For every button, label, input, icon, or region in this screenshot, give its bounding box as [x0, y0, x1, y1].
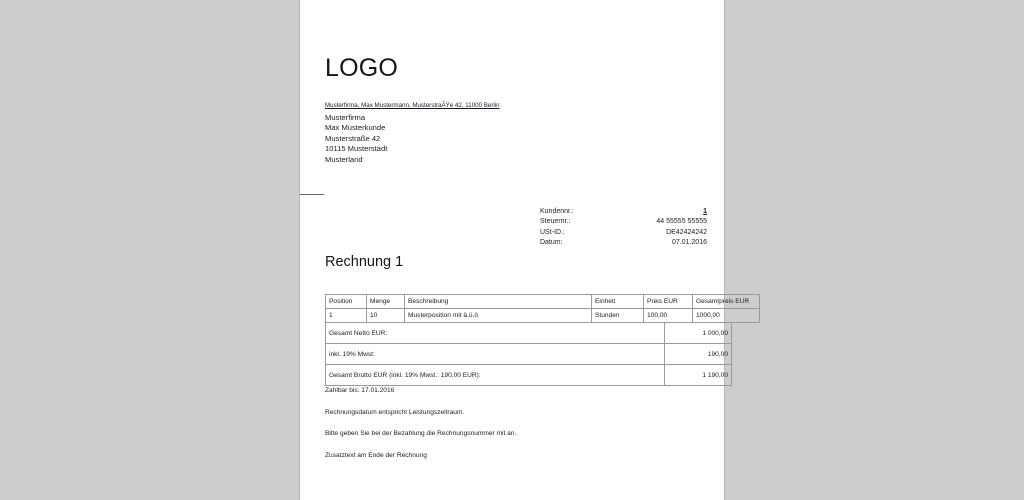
column-header-preis: Preis EUR: [644, 295, 693, 309]
meta-row-steuernr: [540, 217, 707, 227]
column-header-gesamtpreis: Gesamtpreis EUR: [693, 295, 760, 309]
meta-value: 1: [703, 208, 707, 215]
column-header-einheit: Einheit: [592, 295, 644, 309]
line-items-table: [325, 294, 760, 323]
cell-gesamtpreis: 1000,00: [693, 309, 760, 323]
meta-row-kundennr: [540, 207, 707, 217]
totals-row-netto: [326, 323, 732, 344]
footer-notes: [325, 387, 717, 473]
company-logo: LOGO: [325, 54, 399, 82]
invoice-page: [299, 0, 750, 500]
page-title: Rechnung 1: [325, 254, 404, 270]
invoice-meta-block: [540, 207, 707, 248]
column-header-menge: Menge: [367, 295, 405, 309]
fold-mark: [300, 194, 324, 195]
totals-value: 1 000,00: [665, 323, 732, 344]
meta-label: Steuernr.:: [540, 218, 571, 226]
column-header-position: Position: [326, 295, 367, 309]
column-header-beschreibung: Beschreibung: [405, 295, 592, 309]
note-payment-due: Zahlbar bis: 17.01.2016: [325, 387, 395, 394]
meta-value: 07.01.2016: [671, 238, 707, 246]
cell-position: 1: [326, 309, 367, 323]
meta-label: USt-ID.:: [540, 228, 565, 236]
note-service-period: Rechnungsdatum entspricht Leistungszeitraum.: [325, 408, 465, 416]
table-row: [326, 309, 760, 323]
meta-label: Kundennr.:: [540, 208, 574, 215]
totals-label: Gesamt Netto EUR:: [326, 323, 665, 344]
recipient-line: Musterfirma: [325, 113, 366, 122]
note-reference-number: Bitte geben Sie bei der Bezahlung die Rechnungsnummer mit an.: [325, 430, 517, 437]
totals-row-mwst: [326, 344, 732, 365]
recipient-line: Musterland: [325, 154, 363, 164]
cell-menge: 10: [367, 309, 405, 323]
table-header-row: [326, 295, 760, 309]
meta-row-datum: [540, 238, 707, 248]
totals-table: [325, 322, 732, 386]
recipient-line: Musterstraße 42: [325, 133, 381, 143]
recipient-line: 10115 Musterstadt: [325, 144, 388, 154]
recipient-line: Max Musterkunde: [325, 123, 386, 133]
meta-value: DE42424242: [666, 228, 707, 236]
cell-beschreibung: Musterposition mit ä,ü,ö: [405, 309, 592, 323]
meta-row-ust-id: [540, 228, 707, 238]
totals-row-brutto: [326, 365, 732, 386]
cell-einheit: Stunden: [592, 309, 644, 323]
totals-label: Gesamt Brutto EUR (inkl. 19% Mwst.: 190,00 EUR):: [326, 365, 665, 386]
meta-value: 44 55555 55555: [656, 218, 707, 226]
cell-preis: 100,00: [644, 309, 693, 323]
note-additional-text: Zusatztext am Ende der Rechnung: [325, 451, 427, 459]
recipient-address-block: [325, 113, 387, 165]
meta-label: Datum:: [540, 238, 563, 246]
totals-label: inkl. 19% Mwst:: [326, 344, 665, 365]
totals-value: 1 190,00: [665, 365, 732, 386]
totals-value: 190,00: [665, 344, 732, 365]
sender-return-address: Musterfirma, Max Mustermann, MusterstraÃŸe 42, 11000 Berlin: [325, 102, 500, 109]
